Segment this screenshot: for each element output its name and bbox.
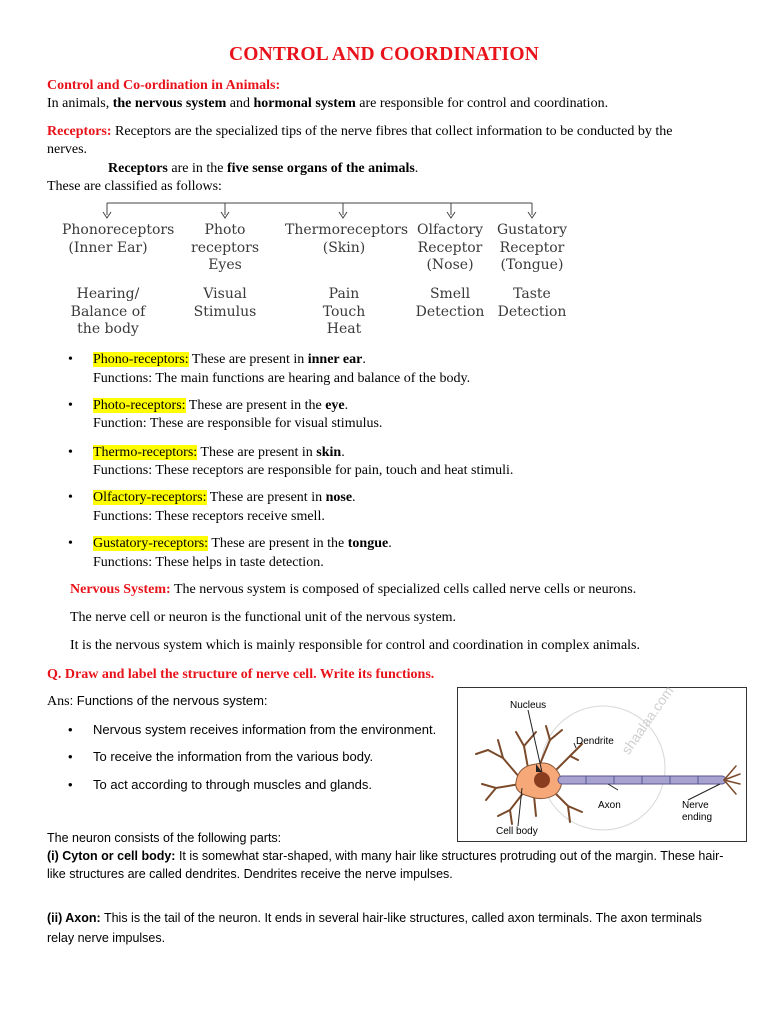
- receptor-type-photo: Photo receptors Eyes: [191, 222, 259, 273]
- part-axon-cont: relay nerve impulses.: [47, 931, 166, 945]
- receptors-definition: Receptors: Receptors are the specialized tips of the nerve fibres that collect information to be conducted by the: [47, 124, 673, 139]
- watermark: shaalaa.com: [618, 682, 677, 758]
- list-item-photo-function: Function: These are responsible for visual stimulus.: [93, 416, 383, 431]
- animals-intro-line: In animals, the nervous system and hormonal system are responsible for control and coordination.: [47, 96, 609, 111]
- answer-item-2: To receive the information from the various body.: [93, 749, 374, 764]
- stimulus-gustatory: Taste Detection: [497, 286, 567, 320]
- list-item-photo: Photo-receptors: These are present in the eye.: [93, 398, 349, 413]
- receptor-type-phono: Phonoreceptors (Inner Ear): [62, 222, 175, 256]
- part-cyton: (i) Cyton or cell body: It is somewhat star-shaped, with many hair like structures protruding out of the margin. These hair-: [47, 849, 724, 863]
- bullet-dot: •: [68, 722, 73, 737]
- section-heading-animals: Control and Co-ordination in Animals:: [47, 78, 281, 93]
- bullet-dot: •: [68, 445, 73, 460]
- question-heading: Q. Draw and label the structure of nerve cell. Write its functions.: [47, 667, 435, 682]
- stimulus-photo: Visual Stimulus: [193, 286, 257, 320]
- stimulus-thermo: Pain Touch Heat: [322, 286, 366, 337]
- bullet-dot: •: [68, 777, 73, 792]
- label-dendrite: Dendrite: [576, 736, 614, 747]
- stimulus-olfactory: Smell Detection: [415, 286, 485, 320]
- list-item-olfactory: Olfactory-receptors: These are present in nose.: [93, 490, 356, 505]
- bullet-dot: •: [68, 749, 73, 764]
- list-item-gustatory-function: Functions: These helps in taste detection.: [93, 555, 324, 570]
- answer-item-3: To act according to through muscles and glands.: [93, 777, 372, 792]
- part-axon: (ii) Axon: This is the tail of the neuron. It ends in several hair-like structures, called axon terminals. The axon terminals: [47, 911, 702, 925]
- bullet-dot: •: [68, 398, 73, 413]
- receptor-type-olfactory: Olfactory Receptor (Nose): [417, 222, 483, 273]
- receptor-type-thermo: Thermoreceptors (Skin): [285, 222, 409, 256]
- stimulus-phono: Hearing/ Balance of the body: [70, 286, 146, 337]
- receptors-label: Receptors:: [47, 124, 112, 139]
- part-cyton-cont: like structures are called dendrites. Dendrites receive the nerve impulses.: [47, 867, 453, 881]
- bullet-dot: •: [68, 536, 73, 551]
- nervous-system-line3: It is the nervous system which is mainly responsible for control and coordination in complex animals.: [70, 638, 641, 653]
- label-axon: Axon: [598, 800, 621, 811]
- label-cell-body: Cell body: [496, 826, 538, 837]
- label-nucleus: Nucleus: [510, 700, 547, 711]
- label-nerve-ending: Nerve ending: [682, 800, 713, 823]
- list-item-thermo-function: Functions: These receptors are responsible for pain, touch and heat stimuli.: [93, 463, 514, 478]
- nervous-system-label: Nervous System:: [70, 582, 171, 597]
- nervous-system-line2: The nerve cell or neuron is the functional unit of the nervous system.: [70, 610, 457, 625]
- answer-item-1: Nervous system receives information from the environment.: [93, 722, 437, 737]
- bullet-dot: •: [68, 352, 73, 367]
- classification-tree-lines: [0, 0, 768, 230]
- bullet-dot: •: [68, 490, 73, 505]
- classified-line: These are classified as follows:: [47, 179, 222, 194]
- receptor-type-gustatory: Gustatory Receptor (Tongue): [496, 222, 567, 273]
- neuron-diagram: [457, 682, 747, 842]
- list-item-thermo: Thermo-receptors: These are present in skin.: [93, 445, 345, 460]
- parts-intro: The neuron consists of the following parts:: [47, 831, 282, 845]
- page-title: CONTROL AND COORDINATION: [229, 44, 539, 65]
- list-item-phono-function: Functions: The main functions are hearing and balance of the body.: [93, 371, 471, 386]
- answer-line: Ans: Functions of the nervous system:: [47, 693, 268, 709]
- list-item-olfactory-function: Functions: These receptors receive smell.: [93, 509, 325, 524]
- receptors-sense-line: Receptors are in the five sense organs of the animals.: [108, 161, 419, 176]
- list-item-phono: Phono-receptors: These are present in inner ear.: [93, 352, 366, 367]
- list-item-gustatory: Gustatory-receptors: These are present in the tongue.: [93, 536, 392, 551]
- receptors-definition-cont: nerves.: [47, 142, 88, 157]
- nervous-system-line: Nervous System: The nervous system is composed of specialized cells called nerve cells or neurons.: [70, 582, 637, 597]
